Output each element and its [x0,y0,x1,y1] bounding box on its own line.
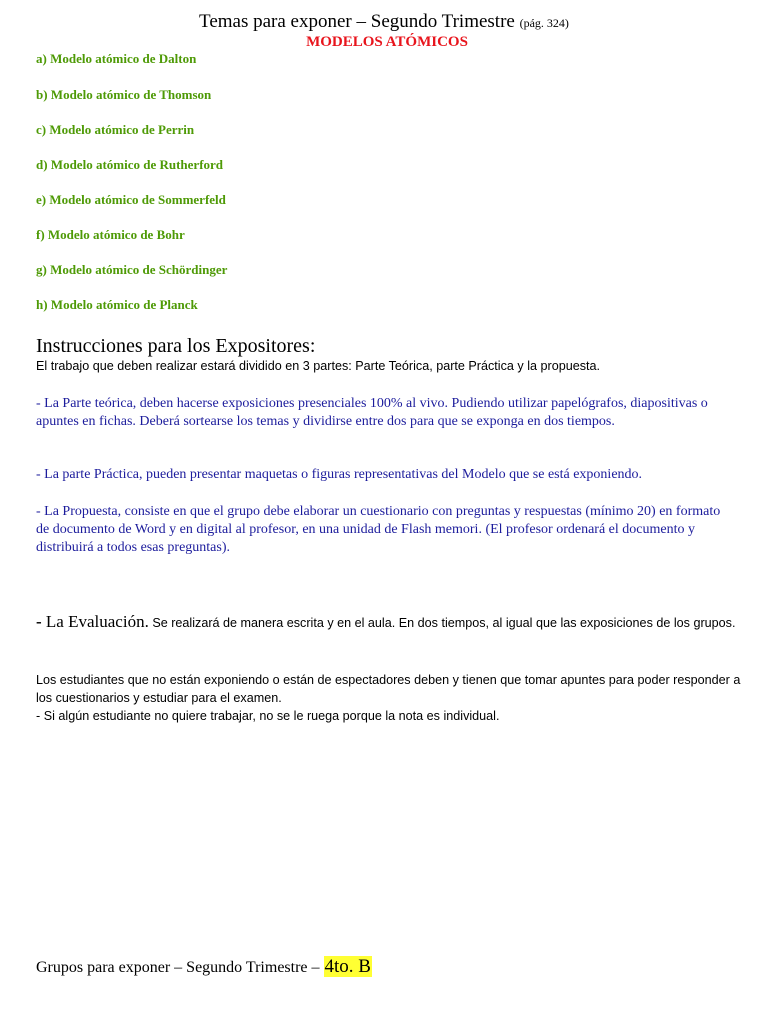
footer-text: Grupos para exponer – Segundo Trimestre – [36,959,320,976]
topic-item-b: b) Modelo atómico de Thomson [36,87,212,102]
students-notes [36,671,756,725]
evaluation-paragraph [36,612,736,633]
evaluation-heading [36,612,149,631]
instructions-theory: - La Parte teórica, deben hacerse exposiciones presenciales 100% al vivo. Pudiendo utilizar papelógrafos, diapositivas o apuntes en fichas. Deberá sortearse los temas y dividirse entre dos para que se exponga en dos tiempos. [36,396,708,429]
students-note-2: - Si algún estudiante no quiere trabajar, no se le ruega porque la nota es individual. [36,709,500,723]
topic-item-d: d) Modelo atómico de Rutherford [36,157,224,172]
instructions-heading: Instrucciones para los Expositores: [36,335,316,357]
footer-groups-title [36,955,372,980]
instructions-practice: - La parte Práctica, pueden presentar maquetas o figuras representativas del Modelo que se está exponiendo. [36,467,643,482]
topic-item-f: f) Modelo atómico de Bohr [36,227,185,242]
page-title [0,10,768,35]
students-note-1: Los estudiantes que no están exponiendo o están de espectadores deben y tienen que tomar apuntes para poder responder a los cuestionarios y estudiar para el examen. [36,673,741,705]
topic-item-h: h) Modelo atómico de Planck [36,297,198,312]
subtitle: MODELOS ATÓMICOS [306,34,468,50]
page-title-text: Temas para exponer – Segundo Trimestre [199,11,515,32]
instructions-intro: El trabajo que deben realizar estará dividido en 3 partes: Parte Teórica, parte Práctica y la propuesta. [36,359,601,373]
group-highlight: 4to. B [324,956,371,977]
evaluation-heading-text: La Evaluación. [45,612,149,631]
topic-item-e: e) Modelo atómico de Sommerfeld [36,192,226,207]
instructions-proposal: - La Propuesta, consiste en que el grupo debe elaborar un cuestionario con preguntas y respuestas (mínimo 20) en formato de documento de Word y en digital al profesor, en una unidad de Flash memori. (El profesor ordenará el documento y distribuirá a todos esas preguntas). [36,504,721,555]
topic-item-c: c) Modelo atómico de Perrin [36,122,195,137]
topic-item-a: a) Modelo atómico de Dalton [36,51,197,66]
evaluation-text: Se realizará de manera escrita y en el aula. En dos tiempos, al igual que las exposiciones de los grupos. [152,616,736,630]
topic-item-g: g) Modelo atómico de Schördinger [36,262,228,277]
page-reference: (pág. 324) [519,16,569,30]
evaluation-dash: - [36,612,42,631]
